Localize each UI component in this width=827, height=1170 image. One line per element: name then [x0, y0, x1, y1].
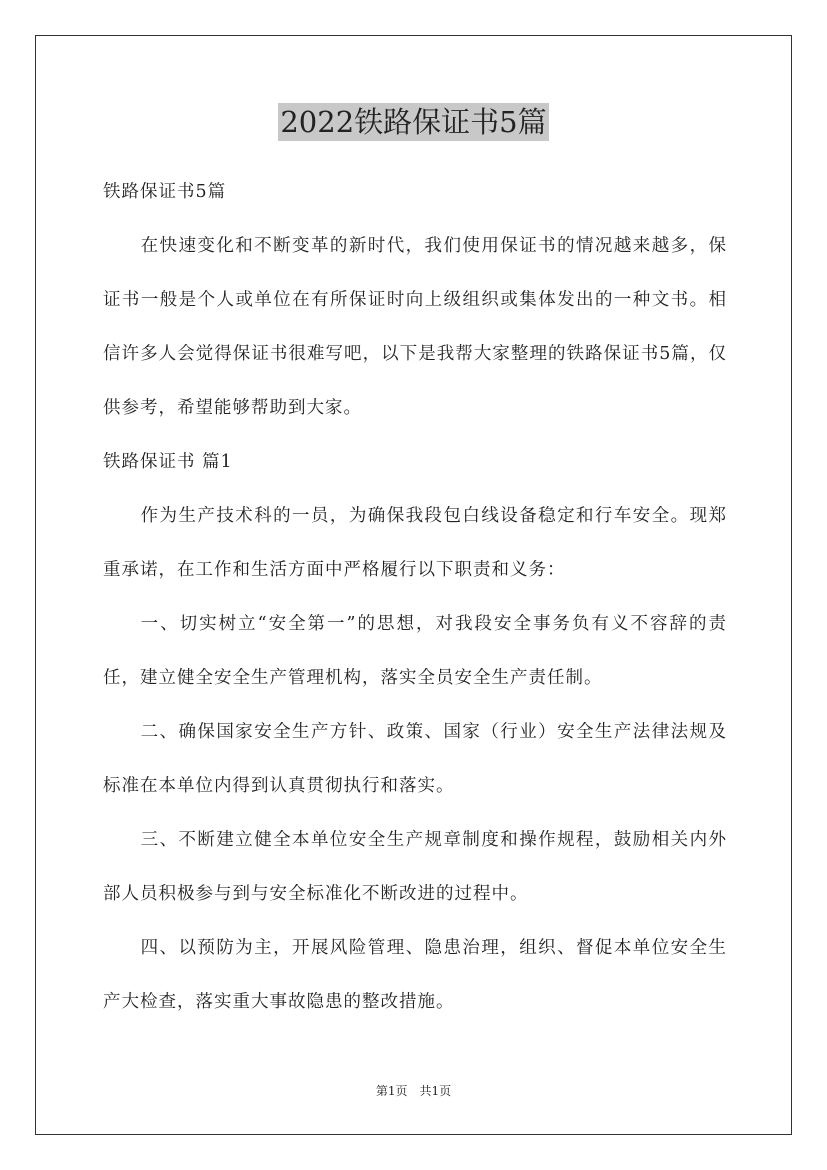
- document-subtitle: 铁路保证书5篇: [103, 182, 227, 202]
- body-paragraph-5: 四、以预防为主，开展风险管理、隐患治理，组织、督促本单位安全生产大检查，落实重大事故隐患的整改措施。: [103, 938, 727, 1012]
- body-paragraph-3: 二、确保国家安全生产方针、政策、国家（行业）安全生产法律法规及标准在本单位内得到认真贯彻执行和落实。: [103, 722, 727, 796]
- document-title: [0, 100, 827, 144]
- page-number-footer: 第1页 共1页: [375, 1084, 452, 1098]
- body-paragraph-4: 三、不断建立健全本单位安全生产规章制度和操作规程，鼓励相关内外部人员积极参与到与安全标准化不断改进的过程中。: [103, 830, 727, 904]
- title-text: 2022铁路保证书5篇: [280, 105, 547, 139]
- body-paragraph-1: 作为生产技术科的一员，为确保我段包白线设备稳定和行车安全。现郑重承诺，在工作和生活方面中严格履行以下职责和义务：: [103, 506, 727, 580]
- section-heading: 铁路保证书 篇1: [103, 452, 233, 472]
- body-paragraph-2: 一、切实树立“安全第一”的思想，对我段安全事务负有义不容辞的责任，建立健全安全生产管理机构，落实全员安全生产责任制。: [103, 614, 727, 688]
- intro-paragraph: 在快速变化和不断变革的新时代，我们使用保证书的情况越来越多，保证书一般是个人或单位在有所保证时向上级组织或集体发出的一种文书。相信许多人会觉得保证书很难写吧，以下是我帮大家整理的铁路保证书5篇，仅供参考，希望能够帮助到大家。: [103, 236, 727, 418]
